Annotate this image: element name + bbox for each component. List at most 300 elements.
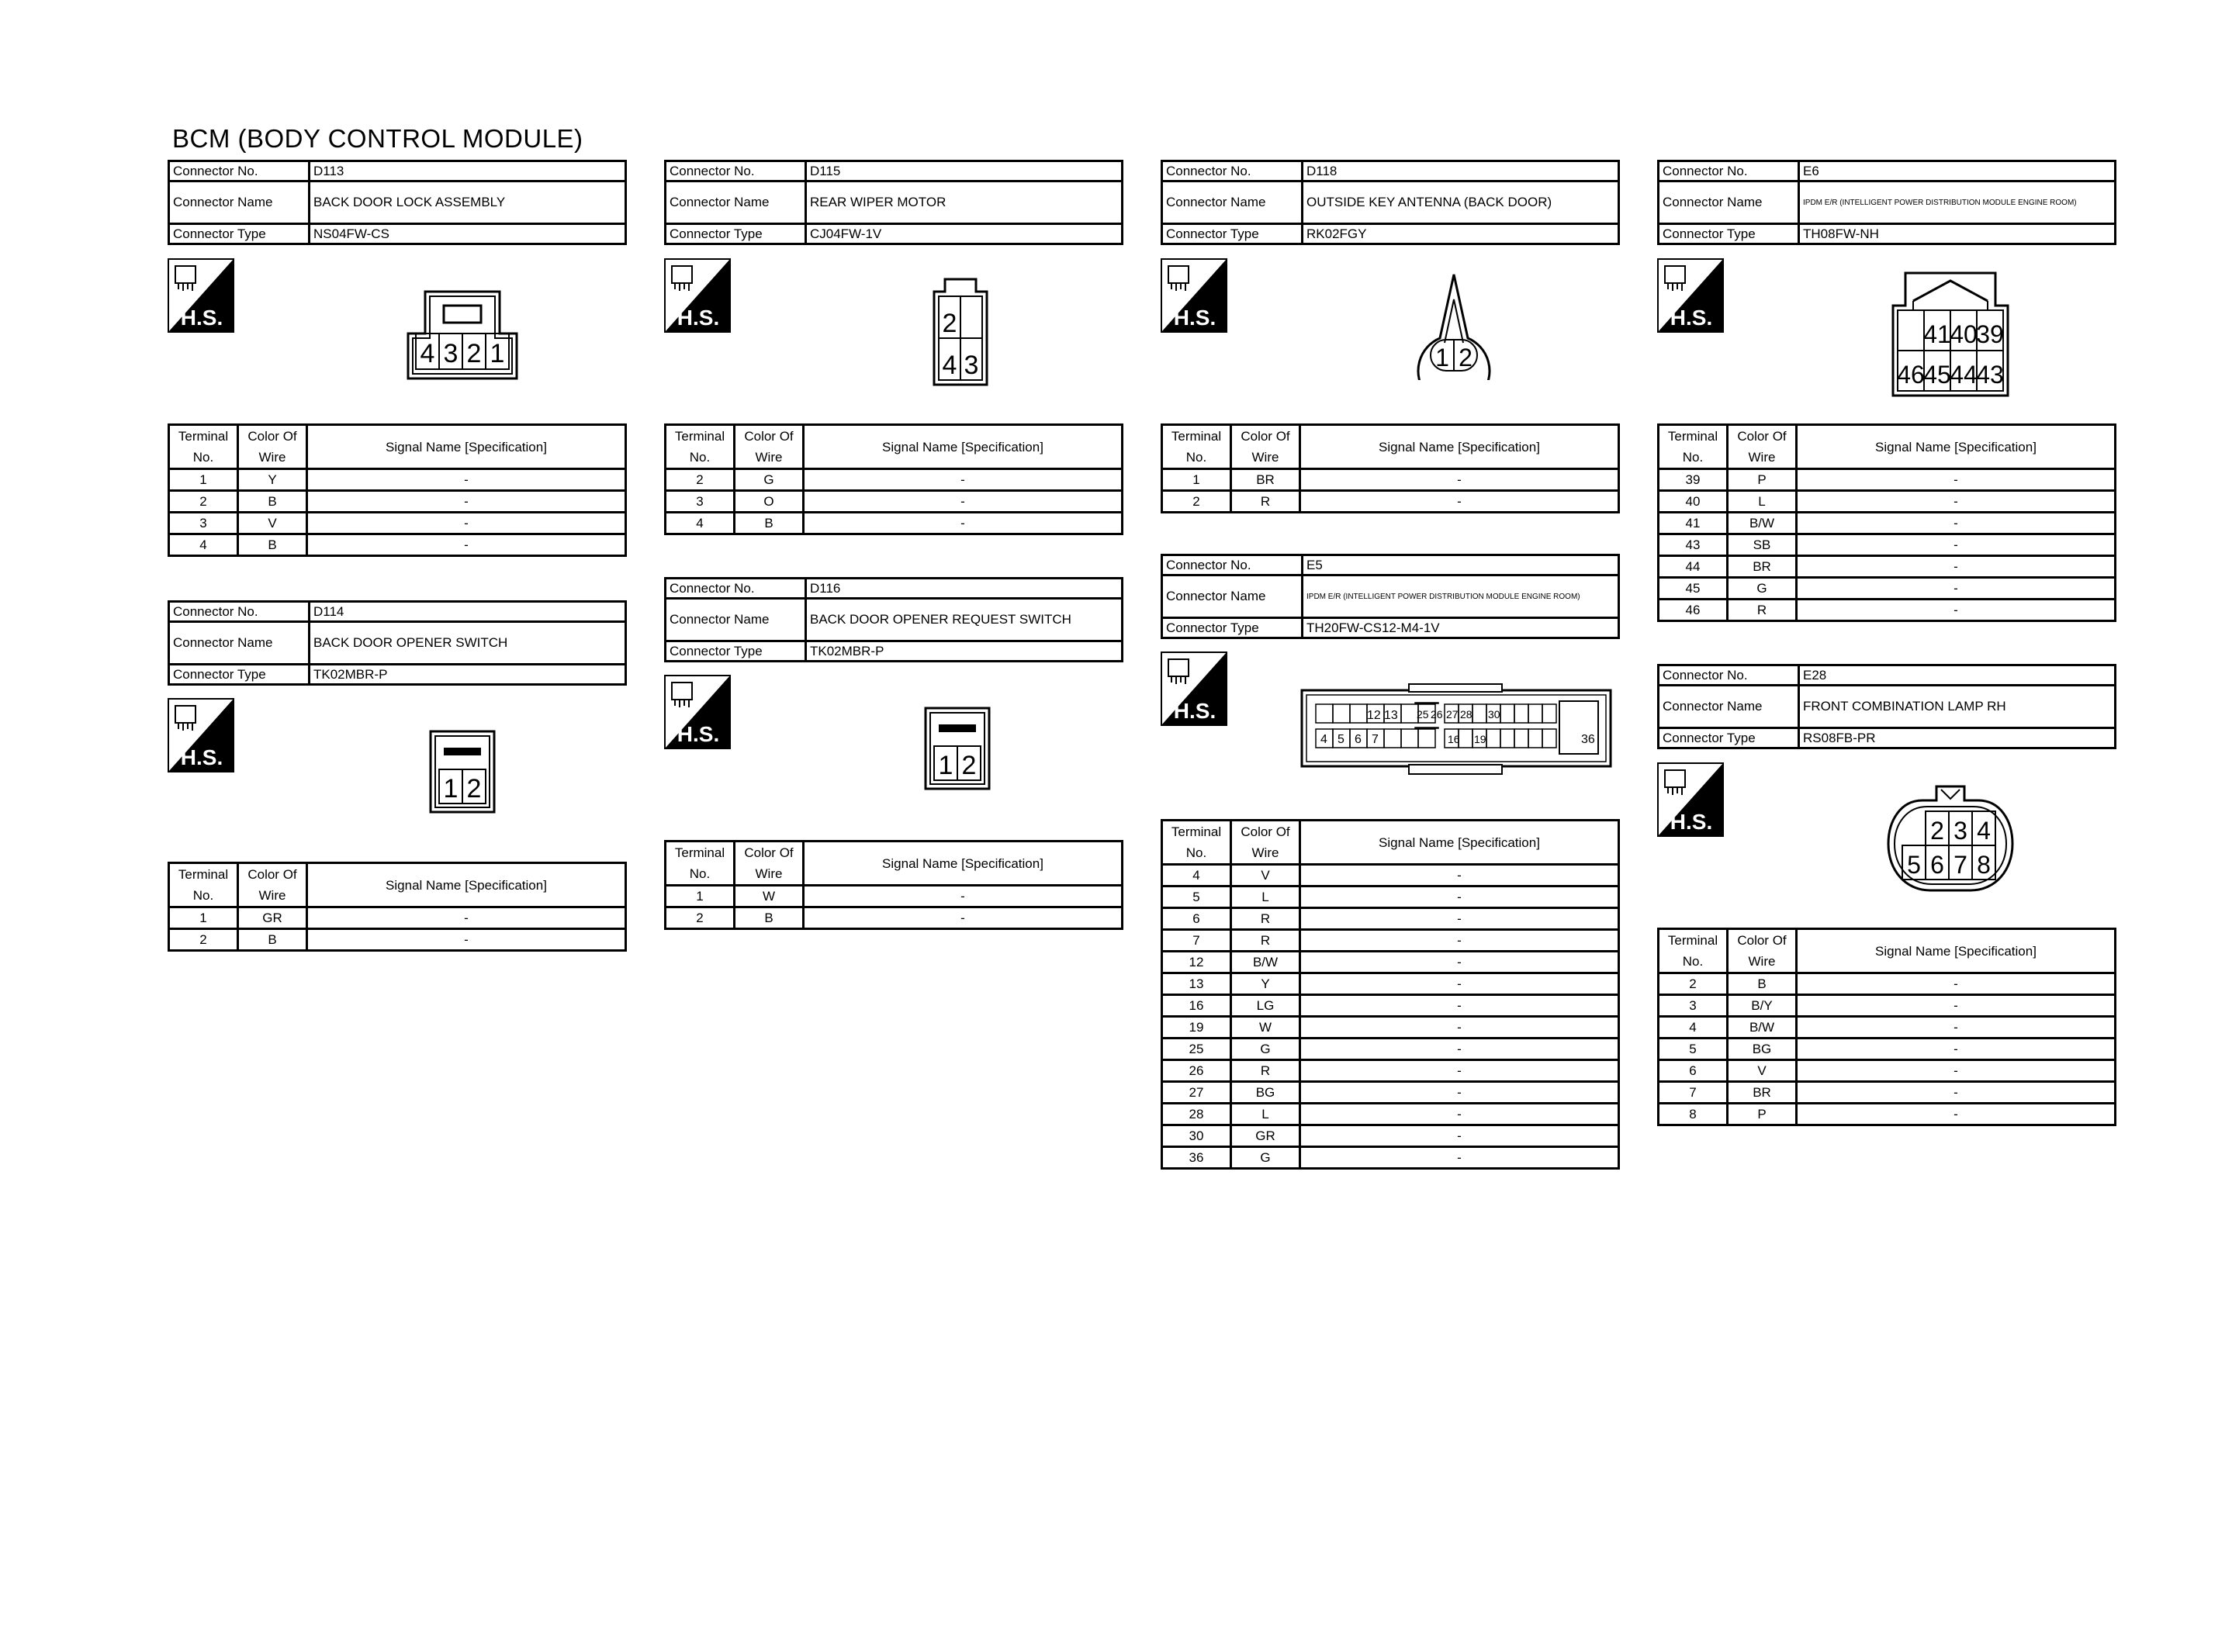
- table-row: [666, 886, 1123, 907]
- pin-label: 1: [443, 774, 459, 804]
- table-row: [1162, 1082, 1619, 1104]
- terminal-no-cell: 44: [1659, 556, 1728, 578]
- connector-type-label: Connector Type: [1659, 224, 1799, 244]
- pin-label: 4: [420, 339, 435, 368]
- connector-type-label: Connector Type: [169, 665, 310, 685]
- signal-name-cell: -: [307, 491, 626, 513]
- signal-header: Signal Name [Specification]: [307, 425, 626, 469]
- signal-name-cell: -: [1797, 1060, 2116, 1082]
- terminal-table-e5: [1161, 819, 1620, 1170]
- table-row: [1162, 1147, 1619, 1169]
- harness-side-icon: [1161, 258, 1227, 333]
- wire-color-cell: L: [1231, 1104, 1300, 1125]
- pin-label: 43: [1976, 361, 2004, 389]
- wire-color-cell: P: [1728, 1104, 1797, 1125]
- table-row: [1659, 534, 2116, 556]
- connector-name-value: BACK DOOR OPENER SWITCH: [310, 622, 626, 665]
- terminal-no-cell: 12: [1162, 952, 1231, 973]
- wire-color-cell: O: [735, 491, 804, 513]
- connector-face-d114: [428, 729, 497, 814]
- terminal-no-cell: 7: [1659, 1082, 1728, 1104]
- wire-color-cell: GR: [1231, 1125, 1300, 1147]
- signal-name-cell: -: [307, 534, 626, 556]
- signal-header: Signal Name [Specification]: [804, 425, 1123, 469]
- color-header: Color Of Wire: [1231, 821, 1300, 865]
- signal-name-cell: -: [307, 929, 626, 951]
- page-title: BCM (BODY CONTROL MODULE): [172, 124, 583, 153]
- signal-header: Signal Name [Specification]: [804, 842, 1123, 886]
- pin-label: 26: [1431, 708, 1443, 721]
- pin-label: 7: [1954, 851, 1967, 879]
- connector-name-label: Connector Name: [1659, 181, 1799, 224]
- signal-name-cell: -: [804, 491, 1123, 513]
- table-row: [666, 491, 1123, 513]
- connector-name-label: Connector Name: [666, 181, 806, 224]
- wire-color-cell: BG: [1231, 1082, 1300, 1104]
- hs-label: H.S.: [180, 306, 223, 330]
- table-row: [1659, 1082, 2116, 1104]
- wire-color-cell: L: [1231, 886, 1300, 908]
- table-row: [1659, 469, 2116, 491]
- terminal-table-d115: [664, 423, 1123, 535]
- terminal-no-cell: 26: [1162, 1060, 1231, 1082]
- terminal-table-d118: [1161, 423, 1620, 513]
- connector-face-d118: [1414, 270, 1494, 380]
- wire-color-cell: LG: [1231, 995, 1300, 1017]
- terminal-no-cell: 19: [1162, 1017, 1231, 1039]
- table-row: [1162, 1039, 1619, 1060]
- pin-label: 25: [1417, 708, 1429, 721]
- terminal-no-cell: 4: [1659, 1017, 1728, 1039]
- connector-type-value: TK02MBR-P: [310, 665, 626, 685]
- pin-label: 2: [466, 774, 482, 804]
- color-header: Color Of Wire: [1231, 425, 1300, 469]
- terminal-no-cell: 2: [1659, 973, 1728, 995]
- wire-color-cell: B: [238, 534, 307, 556]
- connector-no-value: E5: [1303, 555, 1619, 575]
- connector-face-e28: [1884, 782, 2017, 895]
- signal-name-cell: -: [1300, 1082, 1619, 1104]
- terminal-no-cell: 1: [666, 886, 735, 907]
- terminal-no-cell: 13: [1162, 973, 1231, 995]
- connector-no-value: D115: [806, 161, 1123, 181]
- terminal-no-cell: 25: [1162, 1039, 1231, 1060]
- table-row: [1659, 556, 2116, 578]
- signal-name-cell: -: [1300, 952, 1619, 973]
- wire-color-cell: R: [1231, 930, 1300, 952]
- signal-name-cell: -: [1300, 1147, 1619, 1169]
- pin-label: 16: [1448, 733, 1460, 745]
- connector-name-label: Connector Name: [1162, 181, 1303, 224]
- terminal-no-cell: 1: [169, 907, 238, 929]
- connector-type-value: TH20FW-CS12-M4-1V: [1303, 618, 1619, 638]
- table-row: [169, 513, 626, 534]
- wire-color-cell: B: [735, 907, 804, 929]
- connector-no-label: Connector No.: [1659, 665, 1799, 686]
- pin-label: 40: [1950, 320, 1978, 348]
- pin-label: 3: [443, 339, 459, 368]
- pin-label: 6: [1930, 851, 1944, 879]
- pin-label: 12: [1367, 709, 1381, 722]
- terminal-no-cell: 27: [1162, 1082, 1231, 1104]
- terminal-no-cell: 2: [666, 907, 735, 929]
- table-row: [169, 929, 626, 951]
- table-row: [1659, 1104, 2116, 1125]
- terminal-no-cell: 1: [169, 469, 238, 491]
- pin-label: 41: [1923, 320, 1951, 348]
- table-row: [1659, 1060, 2116, 1082]
- pin-label: 7: [1372, 733, 1379, 746]
- signal-name-cell: -: [804, 469, 1123, 491]
- wire-color-cell: W: [1231, 1017, 1300, 1039]
- signal-name-cell: -: [804, 907, 1123, 929]
- table-row: [1162, 1017, 1619, 1039]
- connector-face-e5: [1300, 683, 1612, 777]
- connector-type-value: NS04FW-CS: [310, 224, 626, 244]
- connector-no-value: D114: [310, 602, 626, 622]
- table-row: [1162, 952, 1619, 973]
- pin-label: 19: [1474, 733, 1486, 745]
- terminal-no-cell: 16: [1162, 995, 1231, 1017]
- connector-no-label: Connector No.: [169, 602, 310, 622]
- hs-label: H.S.: [180, 745, 223, 769]
- table-row: [1162, 1104, 1619, 1125]
- signal-name-cell: -: [1300, 865, 1619, 886]
- terminal-no-cell: 2: [1162, 491, 1231, 513]
- terminal-no-cell: 46: [1659, 600, 1728, 621]
- signal-header: Signal Name [Specification]: [1300, 821, 1619, 865]
- connector-type-label: Connector Type: [666, 641, 806, 662]
- pin-label: 4: [942, 351, 957, 380]
- table-row: [169, 491, 626, 513]
- connector-name-value: IPDM E/R (INTELLIGENT POWER DISTRIBUTION MODULE ENGINE ROOM): [1303, 575, 1619, 618]
- connector-no-label: Connector No.: [169, 161, 310, 181]
- terminal-no-cell: 2: [169, 929, 238, 951]
- pin-label: 2: [1930, 817, 1944, 845]
- pin-label: 1: [1435, 344, 1449, 372]
- wire-color-cell: BR: [1728, 556, 1797, 578]
- signal-name-cell: -: [1797, 1082, 2116, 1104]
- table-row: [169, 534, 626, 556]
- signal-name-cell: -: [1797, 1104, 2116, 1125]
- signal-name-cell: -: [1797, 469, 2116, 491]
- table-row: [1162, 908, 1619, 930]
- wire-color-cell: B: [1728, 973, 1797, 995]
- signal-name-cell: -: [1300, 1060, 1619, 1082]
- table-row: [1162, 973, 1619, 995]
- signal-name-cell: -: [1300, 973, 1619, 995]
- signal-name-cell: -: [1300, 1104, 1619, 1125]
- wire-color-cell: G: [1231, 1147, 1300, 1169]
- signal-name-cell: -: [1300, 1125, 1619, 1147]
- terminal-no-cell: 43: [1659, 534, 1728, 556]
- pin-label: 45: [1923, 361, 1951, 389]
- terminal-table-d114: [168, 862, 627, 952]
- terminal-no-cell: 5: [1659, 1039, 1728, 1060]
- table-row: [1659, 973, 2116, 995]
- table-row: [1162, 995, 1619, 1017]
- connector-info-e6: [1657, 160, 2116, 245]
- terminal-table-e6: [1657, 423, 2116, 622]
- terminal-no-cell: 4: [169, 534, 238, 556]
- harness-side-icon: [1657, 762, 1724, 837]
- connector-type-value: TK02MBR-P: [806, 641, 1123, 662]
- wire-color-cell: G: [1231, 1039, 1300, 1060]
- connector-type-value: RS08FB-PR: [1799, 728, 2116, 748]
- table-row: [1659, 491, 2116, 513]
- wire-color-cell: P: [1728, 469, 1797, 491]
- harness-side-icon: [664, 258, 731, 333]
- wire-color-cell: L: [1728, 491, 1797, 513]
- signal-header: Signal Name [Specification]: [307, 863, 626, 907]
- connector-type-label: Connector Type: [1659, 728, 1799, 748]
- signal-name-cell: -: [804, 886, 1123, 907]
- table-row: [1162, 886, 1619, 908]
- signal-name-cell: -: [1300, 886, 1619, 908]
- wire-color-cell: B/W: [1231, 952, 1300, 973]
- table-row: [666, 513, 1123, 534]
- table-row: [1659, 600, 2116, 621]
- connector-no-label: Connector No.: [1162, 555, 1303, 575]
- harness-side-icon: [1657, 258, 1724, 333]
- terminal-no-cell: 3: [666, 491, 735, 513]
- hs-label: H.S.: [1670, 810, 1713, 834]
- terminal-no-header: Terminal No.: [1659, 929, 1728, 973]
- pin-label: 2: [1459, 344, 1472, 372]
- terminal-no-header: Terminal No.: [666, 425, 735, 469]
- table-row: [666, 907, 1123, 929]
- color-header: Color Of Wire: [238, 425, 307, 469]
- table-row: [1659, 1017, 2116, 1039]
- signal-name-cell: -: [1300, 491, 1619, 513]
- wire-color-cell: V: [1231, 865, 1300, 886]
- pin-label: 13: [1384, 709, 1398, 722]
- pin-label: 6: [1355, 733, 1362, 746]
- terminal-no-header: Terminal No.: [1162, 425, 1231, 469]
- wire-color-cell: Y: [238, 469, 307, 491]
- terminal-no-cell: 3: [1659, 995, 1728, 1017]
- terminal-table-e28: [1657, 928, 2116, 1126]
- table-row: [1162, 1060, 1619, 1082]
- terminal-no-cell: 36: [1162, 1147, 1231, 1169]
- signal-name-cell: -: [1797, 600, 2116, 621]
- table-row: [1659, 578, 2116, 600]
- hs-label: H.S.: [677, 306, 720, 330]
- terminal-no-cell: 2: [666, 469, 735, 491]
- terminal-no-cell: 4: [666, 513, 735, 534]
- signal-name-cell: -: [307, 513, 626, 534]
- harness-side-icon: [1161, 651, 1227, 726]
- terminal-no-cell: 39: [1659, 469, 1728, 491]
- pin-label: 36: [1581, 733, 1595, 746]
- pin-label: 2: [466, 339, 482, 368]
- signal-name-cell: -: [1797, 973, 2116, 995]
- wire-color-cell: R: [1728, 600, 1797, 621]
- terminal-table-d116: [664, 840, 1123, 930]
- terminal-no-cell: 8: [1659, 1104, 1728, 1125]
- connector-no-label: Connector No.: [1162, 161, 1303, 181]
- terminal-no-cell: 4: [1162, 865, 1231, 886]
- pin-label: 8: [1977, 851, 1991, 879]
- pin-label: 2: [942, 309, 957, 338]
- terminal-no-cell: 30: [1162, 1125, 1231, 1147]
- connector-face-e6: [1890, 270, 2011, 397]
- connector-name-label: Connector Name: [1659, 686, 1799, 728]
- terminal-no-header: Terminal No.: [666, 842, 735, 886]
- terminal-no-cell: 7: [1162, 930, 1231, 952]
- wire-color-cell: Y: [1231, 973, 1300, 995]
- pin-label: 1: [490, 339, 505, 368]
- signal-name-cell: -: [1797, 513, 2116, 534]
- connector-info-d113: [168, 160, 627, 245]
- wire-color-cell: BG: [1728, 1039, 1797, 1060]
- harness-side-icon: [664, 675, 731, 749]
- wire-color-cell: BR: [1231, 469, 1300, 491]
- connector-name-value: FRONT COMBINATION LAMP RH: [1799, 686, 2116, 728]
- terminal-no-cell: 6: [1659, 1060, 1728, 1082]
- connector-name-value: REAR WIPER MOTOR: [806, 181, 1123, 224]
- connector-type-label: Connector Type: [1162, 224, 1303, 244]
- wire-color-cell: B: [735, 513, 804, 534]
- wire-color-cell: W: [735, 886, 804, 907]
- signal-name-cell: -: [1300, 1039, 1619, 1060]
- signal-name-cell: -: [804, 513, 1123, 534]
- signal-name-cell: -: [307, 469, 626, 491]
- connector-name-label: Connector Name: [169, 622, 310, 665]
- terminal-no-cell: 2: [169, 491, 238, 513]
- connector-no-value: D118: [1303, 161, 1619, 181]
- wire-color-cell: R: [1231, 908, 1300, 930]
- signal-name-cell: -: [307, 907, 626, 929]
- connector-type-value: RK02FGY: [1303, 224, 1619, 244]
- wire-color-cell: SB: [1728, 534, 1797, 556]
- connector-name-label: Connector Name: [169, 181, 310, 224]
- color-header: Color Of Wire: [735, 425, 804, 469]
- harness-side-icon: [168, 698, 234, 772]
- terminal-no-cell: 6: [1162, 908, 1231, 930]
- hs-label: H.S.: [1173, 306, 1216, 330]
- signal-name-cell: -: [1797, 491, 2116, 513]
- signal-name-cell: -: [1300, 930, 1619, 952]
- wire-color-cell: V: [238, 513, 307, 534]
- connector-face-d116: [923, 706, 991, 791]
- connector-info-d116: [664, 577, 1123, 662]
- table-row: [1659, 513, 2116, 534]
- pin-label: 4: [1977, 817, 1991, 845]
- connector-name-label: Connector Name: [1162, 575, 1303, 618]
- terminal-no-cell: 3: [169, 513, 238, 534]
- connector-info-e28: [1657, 664, 2116, 749]
- pin-label: 4: [1320, 733, 1327, 746]
- table-row: [1162, 865, 1619, 886]
- connector-face-d115: [925, 276, 996, 386]
- pin-label: 44: [1950, 361, 1978, 389]
- wire-color-cell: B/W: [1728, 1017, 1797, 1039]
- connector-no-value: E6: [1799, 161, 2116, 181]
- harness-side-icon: [168, 258, 234, 333]
- color-header: Color Of Wire: [735, 842, 804, 886]
- signal-name-cell: -: [1797, 1039, 2116, 1060]
- signal-name-cell: -: [1797, 1017, 2116, 1039]
- connector-name-value: BACK DOOR OPENER REQUEST SWITCH: [806, 599, 1123, 641]
- hs-label: H.S.: [1173, 699, 1216, 723]
- signal-header: Signal Name [Specification]: [1300, 425, 1619, 469]
- signal-name-cell: -: [1300, 469, 1619, 491]
- color-header: Color Of Wire: [1728, 425, 1797, 469]
- connector-type-label: Connector Type: [1162, 618, 1303, 638]
- signal-header: Signal Name [Specification]: [1797, 425, 2116, 469]
- pin-label: 3: [1954, 817, 1967, 845]
- table-row: [1162, 469, 1619, 491]
- wire-color-cell: V: [1728, 1060, 1797, 1082]
- signal-name-cell: -: [1300, 1017, 1619, 1039]
- terminal-no-cell: 1: [1162, 469, 1231, 491]
- connector-info-d115: [664, 160, 1123, 245]
- wire-color-cell: G: [735, 469, 804, 491]
- signal-header: Signal Name [Specification]: [1797, 929, 2116, 973]
- pin-label: 5: [1338, 733, 1344, 746]
- connector-info-d114: [168, 600, 627, 686]
- connector-no-label: Connector No.: [666, 579, 806, 599]
- table-row: [1659, 1039, 2116, 1060]
- connector-name-label: Connector Name: [666, 599, 806, 641]
- terminal-no-cell: 28: [1162, 1104, 1231, 1125]
- signal-name-cell: -: [1797, 578, 2116, 600]
- table-row: [169, 469, 626, 491]
- signal-name-cell: -: [1797, 556, 2116, 578]
- connector-info-e5: [1161, 554, 1620, 639]
- wire-color-cell: B: [238, 491, 307, 513]
- connector-no-value: D113: [310, 161, 626, 181]
- connector-name-value: OUTSIDE KEY ANTENNA (BACK DOOR): [1303, 181, 1619, 224]
- wire-color-cell: B/Y: [1728, 995, 1797, 1017]
- terminal-no-header: Terminal No.: [1162, 821, 1231, 865]
- connector-no-label: Connector No.: [1659, 161, 1799, 181]
- signal-name-cell: -: [1797, 995, 2116, 1017]
- table-row: [1162, 491, 1619, 513]
- pin-label: 39: [1976, 320, 2004, 348]
- table-row: [666, 469, 1123, 491]
- terminal-no-cell: 41: [1659, 513, 1728, 534]
- terminal-no-header: Terminal No.: [169, 863, 238, 907]
- pin-label: 30: [1488, 708, 1500, 721]
- connector-no-value: D116: [806, 579, 1123, 599]
- wire-color-cell: R: [1231, 491, 1300, 513]
- connector-no-value: E28: [1799, 665, 2116, 686]
- connector-face-d113: [403, 287, 521, 380]
- terminal-no-cell: 45: [1659, 578, 1728, 600]
- pin-label: 5: [1907, 851, 1921, 879]
- connector-no-label: Connector No.: [666, 161, 806, 181]
- signal-name-cell: -: [1300, 995, 1619, 1017]
- pin-label: 3: [964, 351, 979, 380]
- pin-label: 2: [961, 751, 977, 780]
- pin-label: 27: [1446, 708, 1459, 721]
- color-header: Color Of Wire: [238, 863, 307, 907]
- pin-label: 1: [938, 751, 953, 780]
- connector-name-value: IPDM E/R (INTELLIGENT POWER DISTRIBUTION MODULE ENGINE ROOM): [1799, 181, 2116, 224]
- signal-name-cell: -: [1300, 908, 1619, 930]
- table-row: [1162, 1125, 1619, 1147]
- wire-color-cell: B/W: [1728, 513, 1797, 534]
- hs-label: H.S.: [677, 722, 720, 746]
- table-row: [169, 907, 626, 929]
- terminal-no-header: Terminal No.: [1659, 425, 1728, 469]
- connector-name-value: BACK DOOR LOCK ASSEMBLY: [310, 181, 626, 224]
- connector-info-d118: [1161, 160, 1620, 245]
- terminal-no-cell: 5: [1162, 886, 1231, 908]
- table-row: [1162, 930, 1619, 952]
